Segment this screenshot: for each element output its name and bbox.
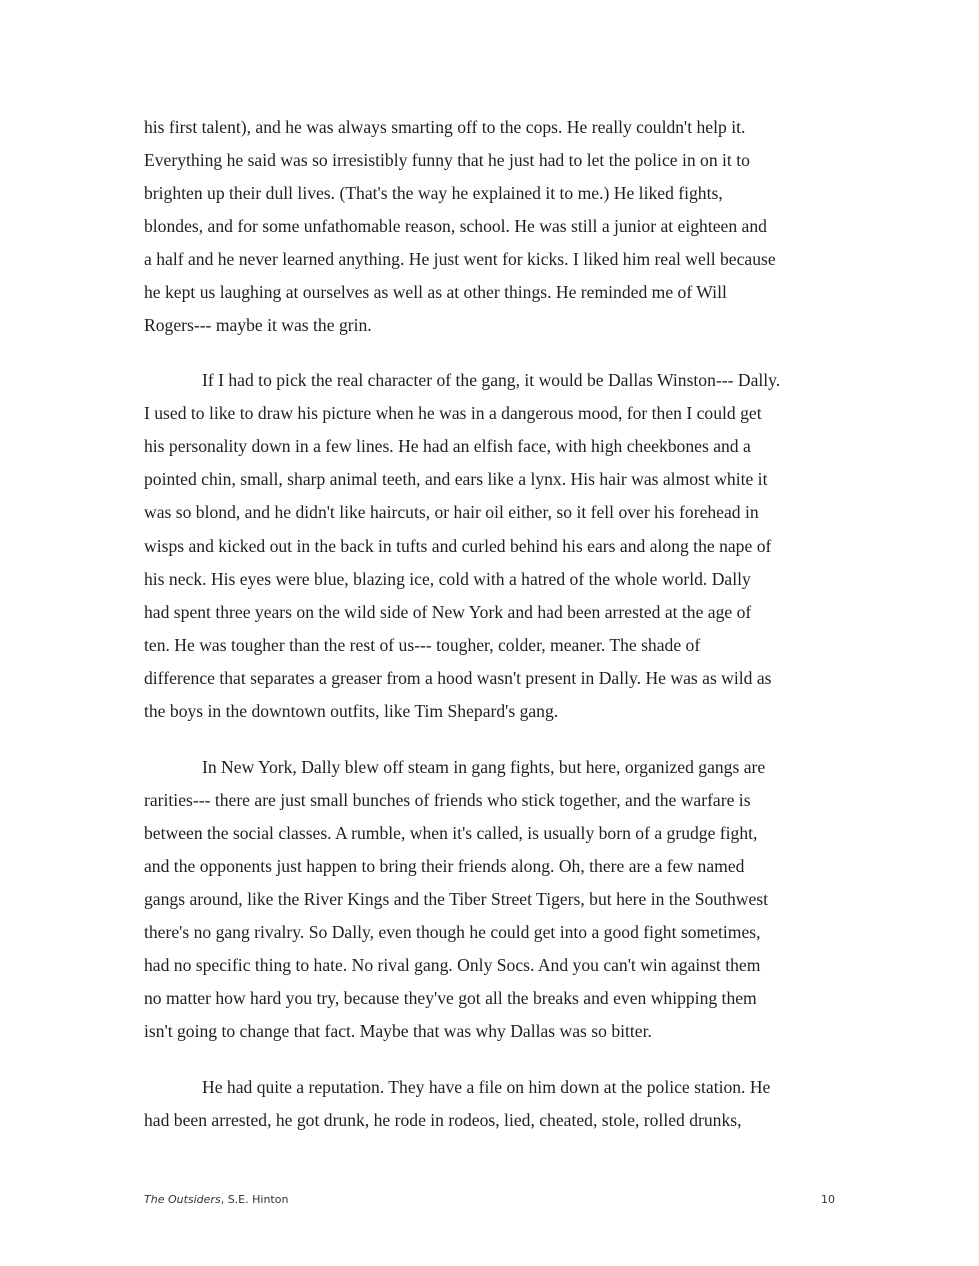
text-line: difference that separates a greaser from a hood wasn't present in Dally. He was as wild as <box>144 668 772 688</box>
text-line: brighten up their dull lives. (That's the way he explained it to me.) He liked fights, <box>144 183 723 203</box>
footer-author: , S.E. Hinton <box>220 1193 289 1206</box>
text-line: and the opponents just happen to bring their friends along. Oh, there are a few named <box>144 856 745 876</box>
page-number: 10 <box>821 1193 835 1206</box>
text-line: his neck. His eyes were blue, blazing ice, cold with a hatred of the whole world. Dally <box>144 569 751 589</box>
text-line: had spent three years on the wild side of New York and had been arrested at the age of <box>144 602 752 622</box>
text-line: there's no gang rivalry. So Dally, even though he could get into a good fight sometimes, <box>144 922 761 942</box>
text-line: his personality down in a few lines. He had an elfish face, with high cheekbones and a <box>144 436 751 456</box>
text-line: was so blond, and he didn't like haircuts, or hair oil either, so it fell over his forehead in <box>144 502 759 522</box>
footer-book-title: The Outsiders <box>144 1193 221 1206</box>
text-line: a half and he never learned anything. He just went for kicks. I liked him real well because <box>144 249 776 269</box>
text-line: between the social classes. A rumble, when it's called, is usually born of a grudge fight, <box>144 823 758 843</box>
text-line: the boys in the downtown outfits, like Tim Shepard's gang. <box>144 701 559 721</box>
text-line: rarities--- there are just small bunches of friends who stick together, and the warfare is <box>144 790 751 810</box>
text-line: he kept us laughing at ourselves as well as at other things. He reminded me of Will <box>144 282 727 302</box>
text-line: his first talent), and he was always smarting off to the cops. He really couldn't help it. <box>144 117 746 137</box>
text-line: blondes, and for some unfathomable reason, school. He was still a junior at eighteen and <box>144 216 767 236</box>
text-line: He had quite a reputation. They have a file on him down at the police station. He <box>202 1077 771 1097</box>
text-line: isn't going to change that fact. Maybe that was why Dallas was so bitter. <box>144 1021 652 1041</box>
text-line: I used to like to draw his picture when he was in a dangerous mood, for then I could get <box>144 403 762 423</box>
text-line: In New York, Dally blew off steam in gang fights, but here, organized gangs are <box>202 757 766 777</box>
text-line: had been arrested, he got drunk, he rode in rodeos, lied, cheated, stole, rolled drunks, <box>144 1110 742 1130</box>
text-line: gangs around, like the River Kings and the Tiber Street Tigers, but here in the Southwest <box>144 889 769 909</box>
text-line: ten. He was tougher than the rest of us--- tougher, colder, meaner. The shade of <box>144 635 701 655</box>
text-line: Everything he said was so irresistibly funny that he just had to let the police in on it to <box>144 150 750 170</box>
text-line: pointed chin, small, sharp animal teeth, and ears like a lynx. His hair was almost white it <box>144 469 768 489</box>
text-line: wisps and kicked out in the back in tufts and curled behind his ears and along the nape of <box>144 536 772 556</box>
text-line: Rogers--- maybe it was the grin. <box>144 315 372 335</box>
text-line: no matter how hard you try, because they've got all the breaks and even whipping them <box>144 988 757 1008</box>
text-line: If I had to pick the real character of the gang, it would be Dallas Winston--- Dally. <box>202 370 781 390</box>
text-line: had no specific thing to hate. No rival gang. Only Socs. And you can't win against them <box>144 955 761 975</box>
footer-book-credit <box>144 1193 288 1206</box>
